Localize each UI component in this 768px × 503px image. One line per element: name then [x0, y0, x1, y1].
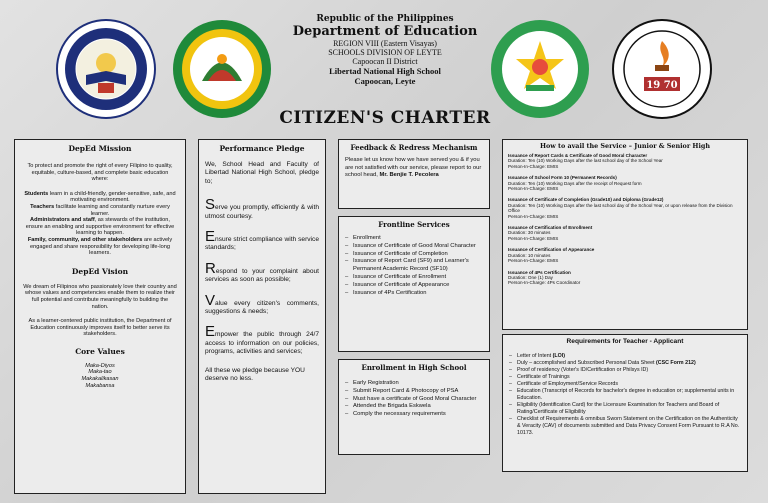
list-item: – Early Registration	[345, 380, 483, 388]
frontline-heading: Frontline Services	[378, 220, 450, 229]
region-viii-logo	[172, 19, 272, 119]
core-value-item: Maka-tao	[88, 369, 112, 376]
header	[260, 14, 510, 86]
region-viii-seal-icon	[172, 19, 272, 119]
core-value-item: Maka-Diyos	[85, 362, 115, 369]
requirements-heading: Requirements for Teacher - Applicant	[566, 338, 684, 345]
lnhs-seal-icon	[612, 19, 712, 119]
pledge-closing: All these we pledge because YOU deserve no less.	[205, 366, 305, 383]
division-label: SCHOOLS DIVISION OF LEYTE	[328, 48, 442, 57]
list-item: – Proof of residency (Voter's ID/Certification or Philsys ID)	[509, 367, 741, 374]
service-item: Issuance of Report Cards & Certificate of Good Moral Character Duration: Ten (10) Working Days after the last school day of the School Year Person-In-Charge: EMIS	[508, 153, 663, 169]
vision-heading: DepEd Vision	[71, 266, 129, 276]
core-value-item: Makabansa	[85, 382, 115, 389]
how-to-avail-panel	[502, 139, 748, 330]
pledge-item: Value every citizen's comments, suggestions & needs;	[205, 291, 319, 316]
list-item: – Submit Report Card & Photocopy of PSA	[345, 388, 483, 396]
service-item: Issuance of Certification of Enrollment Duration: 30 minutes Person-In-Charge: EMIS	[508, 225, 593, 241]
mission-heading: DepEd Mission	[68, 144, 132, 153]
service-item: Issuance of School Form 10 (Permanent Records) Duration: Ten (10) Working Days after the receipt of Request form Person-In-Charge: EMIS	[508, 175, 642, 192]
frontline-services-panel	[338, 216, 490, 352]
enrollment-panel	[338, 359, 490, 455]
core-values-heading: Core Values	[75, 346, 125, 356]
list-item: – Issuance of Report Card (SF9) and Learner's Permanent Academic Record (SF10)	[345, 258, 483, 274]
list-item: – Certificate of Trainings	[509, 374, 741, 381]
list-item: – Duly – accomplished and Subscribed Personal Data Sheet (CSC Form 212)	[509, 360, 741, 367]
frontline-list	[345, 235, 483, 297]
mission-intro: To protect and promote the right of every Filipino to quality, equitable, culture-based, and complete basic education where:	[27, 163, 173, 183]
pledge-heading: Performance Pledge	[219, 144, 305, 153]
enrollment-list	[345, 380, 483, 419]
lnhs-seal-year: 19 70	[646, 80, 678, 91]
list-item: – Issuance of Certificate of Appearance	[345, 282, 483, 290]
school-place: Capoocan, Leyte	[354, 76, 416, 86]
service-item: Issuance of 4Ps Certification Duration: One (1) Day Person-In-Charge: 4Ps Coordinator	[508, 269, 581, 286]
republic-label: Republic of the Philippines	[316, 14, 454, 24]
service-item: Issuance of Certification of Appearance Duration: 10 minutes Person-In-Charge: EMIS	[508, 247, 595, 264]
list-item: – Checklist of Requirements & omnibus Sworn Statement on the Certification on the Authenticity & Veracity (CAV) of documents submitted and Data Privacy Consent Form Pursuant to R.A No. 10173.	[509, 416, 741, 437]
school-name: Libertad National High School	[329, 66, 441, 76]
mission-admins: Administrators and staff, as stewards of the institution, ensure an enabling and supportive environment for effective learning to happen.	[25, 217, 175, 237]
core-value-item: Makakalikasan	[81, 376, 119, 383]
district-label: Capoocan II District	[352, 57, 418, 66]
list-item: – Issuance of Certificate of Good Moral Character	[345, 243, 483, 251]
pledge-item: Empower the public through 24/7 access to information on our policies, programs, activities and services;	[205, 323, 319, 356]
mission-family: Family, community, and other stakeholders are actively engaged and share responsibility for developing life-long learners.	[27, 236, 173, 257]
list-item: – Certificate of Employment/Service Records	[509, 381, 741, 388]
list-item: – Issuance of Certificate of Completion	[345, 251, 483, 259]
mission-teachers: Teachers facilitate learning and constantly nurture every learner.	[30, 203, 170, 217]
list-item: – Issuance of 4Ps Certification	[345, 290, 483, 298]
feedback-panel	[338, 139, 490, 209]
list-item: – Eligibility (Identification Card) for the Licensure Examination for Teachers and Board of Rating/Certificate of Eligibility	[509, 402, 741, 416]
department-title: Department of Education	[292, 24, 478, 39]
list-item: – Issuance of Certificate of Enrollment	[345, 274, 483, 282]
teacher-requirements-panel	[502, 334, 748, 472]
service-item: Issuance of Certificate of Completion (Grade10) and Diploma (Grade12) Duration: Ten (10) Working Days after the last school day of the School Year, or upon release from the Division Office Person-In-Charge: EMIS	[508, 197, 733, 219]
avail-heading: How to avail the Service – Junior & Senior High	[539, 142, 710, 150]
libertad-nhs-logo	[612, 19, 712, 119]
kagawaran-seal-icon	[56, 19, 156, 119]
list-item: – Education (Transcript of Records for bachelor's degree in education or; supplemental units in Education.	[509, 388, 741, 402]
kagawaran-seal-logo	[56, 19, 156, 119]
pledge-item: Respond to your complaint about services as soon as possible;	[205, 259, 319, 284]
pledge-item: Serve you promptly, efficiently & with utmost courtesy.	[205, 196, 319, 220]
vision-paragraph-2: As a learner-centered public institution, the Department of Education continuously improves itself to better serve its stakeholders.	[28, 318, 172, 338]
list-item: – Enrollment	[345, 235, 483, 243]
region-label: REGION VIII (Eastern Visayas)	[333, 39, 437, 48]
requirements-list	[509, 353, 741, 437]
list-item: – Comply the necessary requirements	[345, 411, 483, 419]
vision-paragraph-1: We dream of Filipinos who passionately love their country and whose values and competencies enable them to realize their full potential and contribute meaningfully to building the nation.	[23, 283, 177, 310]
list-item: – Attended the Brigada Eskwela	[345, 403, 483, 411]
list-item: – Must have a certificate of Good Moral Character	[345, 396, 483, 404]
page-title: CITIZEN'S CHARTER	[279, 108, 491, 128]
pledge-intro: We, School Head and Faculty of Libertad National High School, pledge to;	[205, 161, 319, 185]
pledge-item: Ensure strict compliance with service standards;	[205, 228, 319, 252]
mission-students: Students learn in a child-friendly, gender-sensitive, safe, and motivating environment.	[24, 190, 176, 204]
mission-vision-panel	[14, 139, 186, 494]
feedback-heading: Feedback & Redress Mechanism	[350, 143, 478, 152]
enrollment-heading: Enrollment in High School	[361, 363, 467, 372]
performance-pledge-panel	[198, 139, 326, 494]
feedback-text: Please let us know how we have served you & if you are not satisfied with our service, please report to our school head, Mr. Benjie T. Pecolera	[345, 157, 482, 179]
list-item: – Letter of Intent (LOI)	[509, 353, 741, 360]
